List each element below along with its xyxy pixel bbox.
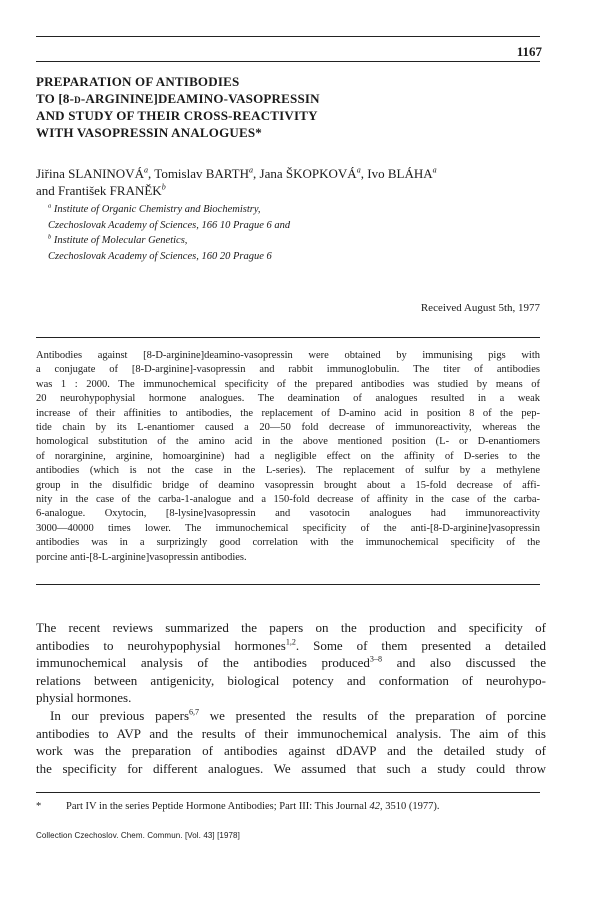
author-family-name: ŠKOPKOVÁ bbox=[285, 166, 357, 181]
body-text bbox=[36, 619, 546, 777]
affiliation-mark: b bbox=[48, 233, 52, 241]
body-line: The recent reviews summarized the papers on the production and specificity of bbox=[36, 620, 546, 635]
title-line: TO [8-d-ARGININE]DEAMINO-VASOPRESSIN bbox=[36, 91, 320, 106]
author-affiliation-mark: a bbox=[143, 165, 149, 175]
affiliation-line: Czechoslovak Academy of Sciences, 166 10 Prague 6 and bbox=[48, 219, 291, 231]
affiliations bbox=[48, 202, 548, 264]
abstract-line: was 1 : 2000. The immunochemical specificity of the prepared antibodies was studied by means of bbox=[36, 378, 540, 390]
author-affiliation-mark: a bbox=[356, 165, 361, 175]
title-line: WITH VASOPRESSIN ANALOGUES* bbox=[36, 125, 262, 140]
author-given-name: František bbox=[58, 183, 107, 198]
body-line: work was the preparation of antibodies against dDAVP and the detailed study of bbox=[36, 743, 546, 759]
header-rule-bottom bbox=[36, 61, 540, 62]
author-family-name: BARTH bbox=[205, 166, 250, 181]
footnote-rule bbox=[36, 792, 540, 793]
abstract-line: of norarginine, arginine, homoarginine) had a negligible effect on the affinity of D-series to the bbox=[36, 450, 540, 462]
author-given-name: Jiřina bbox=[36, 166, 65, 181]
body-line: immunochemical analysis of the antibodies produced$^{3-8}$ and also discussed the bbox=[36, 654, 547, 671]
author-affiliation-mark: a bbox=[432, 165, 437, 175]
body-line: antibodies to AVP and the results of their immunochemical analysis. The aim of this bbox=[36, 725, 546, 741]
body-line: antibodies to neurohypophysial hormones$^{1,2}$. Some of them presented a detailed bbox=[36, 637, 546, 653]
journal-footer: Collection Czechoslov. Chem. Commun. [Vol. 43] [1978] bbox=[36, 831, 240, 840]
affiliation-mark: a bbox=[48, 202, 52, 210]
author-list bbox=[36, 165, 556, 199]
affiliation-line: $^a$ Institute of Organic Chemistry and Biochemistry, bbox=[48, 202, 261, 215]
abstract bbox=[36, 349, 540, 565]
title-line: AND STUDY OF THEIR CROSS-REACTIVITY bbox=[36, 108, 318, 123]
citation: 6,7 bbox=[189, 707, 200, 717]
journal-volume: 42 bbox=[369, 801, 380, 812]
abstract-line: 20 neurohypophysial hormone analogues. The deamination of analogues resulted in a weak bbox=[36, 393, 540, 405]
abstract-line: homological substitution of the amino acid in the above mentioned position (L- or D-enantiomers bbox=[36, 436, 540, 448]
abstract-line: Antibodies against [8-D-arginine]deamino-vasopressin were obtained by immunising pigs with bbox=[36, 350, 540, 361]
author-line: Jiřina SLANINOVÁ$^a$, Tomislav BARTH$^a$, Jana ŠKOPKOVÁ$^a$, Ivo BLÁHA$^a$ bbox=[36, 165, 437, 181]
page-number: 1167 bbox=[516, 44, 542, 59]
affiliation-line: $^b$ Institute of Molecular Genetics, bbox=[48, 233, 188, 246]
author-family-name: FRANĚK bbox=[109, 183, 162, 198]
abstract-rule-top bbox=[36, 337, 540, 338]
abstract-line: group in the disulfidic bridge of deamino vasopressin brought about a 15-fold decrease of affi- bbox=[36, 479, 540, 491]
citation: 1,2 bbox=[285, 637, 296, 647]
author-family-name: BLÁHA bbox=[387, 166, 433, 181]
abstract-line: porcine anti-[8-L-arginine]vasopressin antibodies. bbox=[36, 551, 247, 563]
body-line: relations between antigenicity, biological potency and conformation of neurohypo- bbox=[36, 672, 546, 688]
abstract-line: 3000—40000 times lower. The immunochemical specificity of the anti-[8-D-arginine]vasopressin bbox=[36, 522, 540, 534]
abstract-line: 6-analogue. Oxytocin, [8-lysine]vasopressin and vasotocin analogues had immunoreactivity bbox=[36, 508, 540, 520]
citation: 3–8 bbox=[369, 654, 382, 664]
abstract-line: increase of their affinities to antibodies, the replacement of D-amino acid in position 8 of the pep- bbox=[36, 407, 540, 419]
author-given-name: Jana bbox=[259, 166, 283, 181]
author-family-name: SLANINOVÁ bbox=[68, 166, 144, 181]
body-line: physial hormones. bbox=[36, 690, 132, 706]
affiliation-line: Czechoslovak Academy of Sciences, 160 20 Prague 6 bbox=[48, 250, 272, 262]
abstract-rule-bottom bbox=[36, 584, 540, 585]
title-line: PREPARATION OF ANTIBODIES bbox=[36, 74, 240, 89]
body-line: the specificity for different analogues. We assumed that such a study could throw bbox=[36, 760, 546, 776]
article-title bbox=[36, 73, 536, 141]
header-rule bbox=[36, 36, 540, 37]
author-affiliation-mark: b bbox=[161, 182, 166, 192]
body-line: In our previous papers$^{6,7}$ we presented the results of the preparation of porcine bbox=[50, 707, 546, 723]
author-affiliation-mark: a bbox=[249, 165, 254, 175]
footnote-marker: * bbox=[36, 801, 42, 812]
abstract-line: antibodies was in a surprizingly good correlation with the immunochemical specificity of the bbox=[36, 537, 540, 549]
author-given-name: Tomislav bbox=[154, 166, 203, 181]
abstract-line: antibodies (which is not the case in the L-series). The replacement of sulfur by a methylene bbox=[36, 465, 540, 477]
received-date: Received August 5th, 1977 bbox=[420, 302, 540, 314]
abstract-line: nity in the case of the carba-1-analogue and a 150-fold decrease of affinity in the case of the carba- bbox=[36, 494, 540, 506]
footnote: * Part IV in the series Peptide Hormone Antibodies; Part III: This Journal 42, 3510 (1977). bbox=[36, 801, 440, 812]
abstract-line: tide chain by its L-enantiomer caused a 20—50 fold decrease of immunoreactivity, whereas the bbox=[36, 422, 540, 434]
abstract-line: a conjugate of [8-D-arginine]-vasopressin and rabbit immunoglobulin. The titer of antibodies bbox=[36, 364, 540, 376]
author-given-name: Ivo bbox=[367, 166, 385, 181]
author-line: and František FRANĚK$^b$ bbox=[36, 182, 166, 198]
